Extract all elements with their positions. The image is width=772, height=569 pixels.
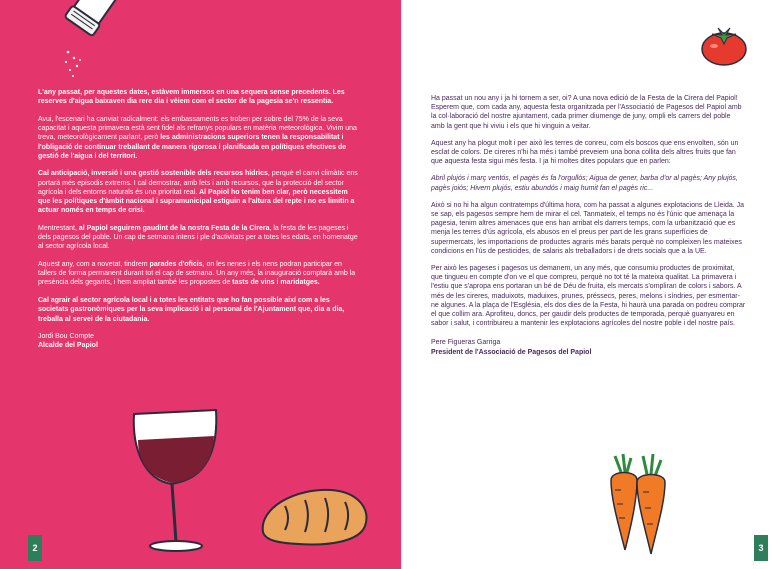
right-paragraph-1: Ha passat un nou any i ja hi tornem a ser, oi? A una nova edició de la Festa de la Cirera del Papiol! Esperem que, com cada any, aquesta festa organitzada per l'Associació de Pagesos del Papiol amb la col·laboració del nostre ajuntament, cada primer diumenge de juny, ompli els carrers del poble amb la gent que hi viviu i els que hi vinguin a veitar. [431, 95, 742, 130]
right-paragraph-5: Per això les pageses i pagesos us demanem, un any més, que consumiu productes de proximitat, que tingueu en compte d'on ve el que compreu, perquè no tot té la mateixa qualitat. La primavera i l'estiu que s'apropa ens portaran un bé de Déu de fruita, els mercats s'ompliran de colors i sabors. A més de les cireres, maduixots, maduixes, prunes, préssecs, peres, melons i síndries, per esmentar-ne algunes. A la plaça de l'Església, els dos dies de la Festa, hi haurà una parada on podreu comprar el que collim ara. Aprofiteu, doncs, per gaudir dels productes de temporada, perquè guanyareu en sabor i salut, i contribuireu a mantenir les explotacions agrícoles del nostre poble i del nostre país. [431, 265, 746, 328]
right-signature [431, 338, 746, 356]
bread-icon [255, 480, 375, 552]
left-paragraph-4: Mentrestant, al Papiol seguirem gaudint de la nostra Festa de la Cirera, la festa de les pageses i dels pagesos del poble. Un cap de setmana intens i ple d'activitats per a totes les edats, en homenatge al sector agrícola local. [38, 224, 358, 251]
left-paragraph-5: Aquest any, com a novetat, tindrem parades d'oficis, on les nenes i els nens podran participar en tallers de forma permanent durant tot el cap de setmana. Un any més, la inauguració comptarà amb la presència dels gegants, i hem ampliat també les propostes de tasts de vins i maridatges. [38, 261, 356, 287]
left-signature [38, 332, 358, 350]
wine-glass-icon [120, 404, 230, 564]
signature-name: Jordi Bou Compte [38, 333, 95, 341]
left-paragraph-3: Cal anticipació, inversió i una gestió sostenible dels recursos hídrics, perquè el canvi climàtic ens portarà més episodis extrems. I cal demostrar, amb fets i amb recursos, que la protecció del sector agrícola i dels entorns naturals és una prioritat real. Al Papiol ho tenim ben clar, però necessitem que les polítiques d'àmbit nacional i supramunicipal estiguin a l'altura del repte i no es limitin a actuar només en temps de crisi. [38, 170, 358, 215]
right-text-column [431, 94, 746, 357]
page-number-left: 2 [28, 535, 42, 561]
right-paragraph-4: Això si no hi ha algun contratemps d'última hora, com ha passat a algunes explotacions de Lleida. Ja se sap, els pagesos sempre hem de mirar el cel. Tanmateix, el temps no és l'únic que amenaça la pagesia, tenim altres amenaces que ens han arribat els darrers temps, com la urbanització que es menja les terres d'ús agrícola, els abusos en el preus per part de les grans superfícies de supermercats, les importacions de productes agraris més barats perquè no compleixen les mateixes condicions en l'ús de pesticides, de salaris als treballadors i de drets socials que a la UE. [431, 201, 745, 255]
signature-title: Alcalde del Papiol [38, 342, 98, 350]
right-paragraph-3: Abril plujós i març ventós, el pagès és fa l'orgullós; Aigua de gener, barba d'or al pagès; Any plujós, pagès joiós; Hivern plujós, estiu abundós i maig humit fan el pagès ric... [431, 175, 738, 192]
carrots-icon [597, 450, 681, 560]
signature-title: President de l'Associació de Pagesos del Papiol [431, 348, 592, 356]
right-page [401, 0, 772, 569]
signature-name: Pere Figueras Garriga [431, 339, 501, 347]
left-paragraph-6: Cal agrair al sector agrícola local i a totes les entitats que ho fan possible així com a les societats gastronòmiques per la seva implicació i al personal de l'Ajuntament que, dia a dia, treballa al servei de la ciutadania. [38, 297, 345, 323]
tomato-icon [698, 24, 750, 68]
right-paragraph-2: Aquest any ha plogut molt i per això les terres de conreu, com els boscos que ens envolten, són un esclat de colors. De cireres n'hi ha més i també preveiem una bona collita dels altres fruits que fan que aquesta festa sigui més festa. I ja hi moltes dites populars que en parlen: [431, 139, 739, 166]
page-number-right: 3 [754, 535, 768, 561]
left-paragraph-1: L'any passat, per aquestes dates, estàvem immersos en una sequera sense precedents. Les reserves d'aigua baixaven dia rere dia i vèiem com el sector de la pagesia se'n ressentia. [38, 89, 345, 106]
left-paragraph-2: Avui, l'escenari ha canviat radicalment: els embassaments es troben per sobre del 75% de la seva capacitat i aquesta primavera està sent fidel als refranys populars en matèria meteorològica. Vivim una treva, meteorològicament parlant, però les administracions superiors tenen la responsabilitat i l'obligació de continuar treballant de manera rigorosa i planificada en polítiques efectives de gestió de l'aigua i del territori. [38, 115, 357, 160]
salt-shaker-icon [48, 0, 118, 82]
left-text-column [38, 88, 358, 351]
